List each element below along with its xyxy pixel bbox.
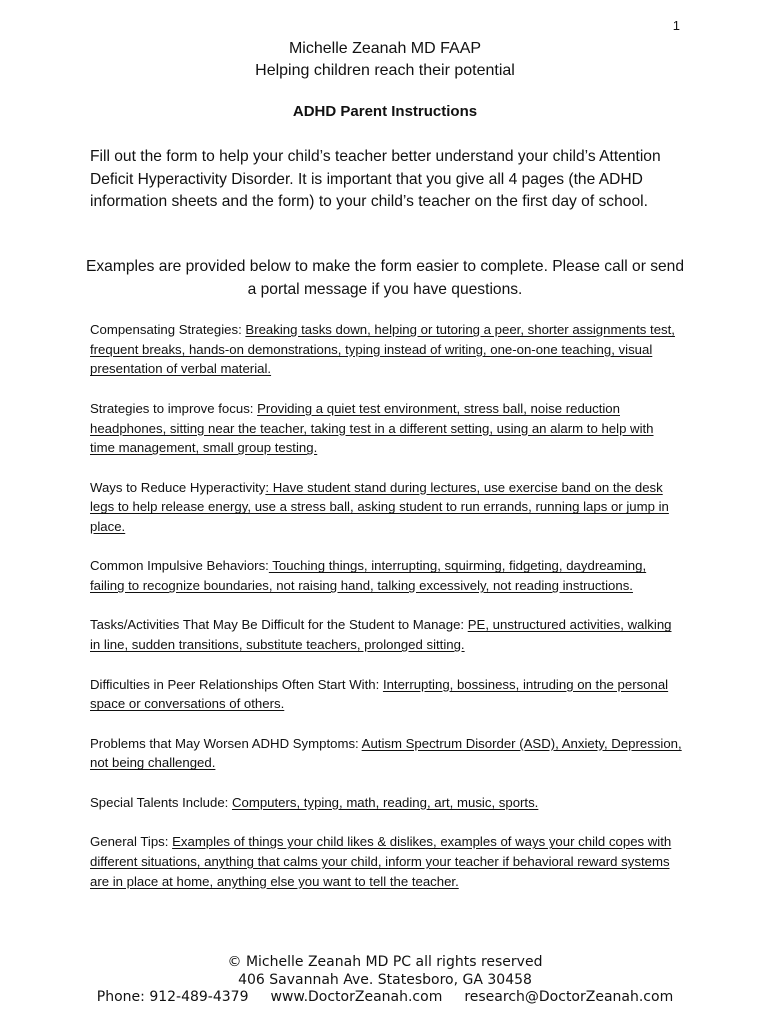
examples-note: Examples are provided below to make the form easier to complete. Please call or send a portal message if you have questions. — [85, 258, 685, 298]
field-label: Difficulties in Peer Relationships Often Start With: — [90, 676, 383, 692]
field-value: Autism Spectrum Disorder (ASD), Anxiety, Depression, not being challenged. — [90, 735, 682, 771]
field-special-talents — [90, 793, 682, 813]
page-footer — [0, 954, 770, 1007]
field-label: Tasks/Activities That May Be Difficult for the Student to Manage: — [90, 617, 468, 633]
doctor-name: Michelle Zeanah MD FAAP — [288, 40, 482, 57]
field-impulsive-behaviors — [90, 556, 682, 595]
field-difficult-tasks — [90, 615, 682, 654]
field-reduce-hyperactivity — [90, 478, 682, 537]
field-value: Computers, typing, math, reading, art, music, sports. — [231, 794, 539, 810]
field-value: : Have student stand during lectures, use exercise band on the desk legs to help release energy, use a stress ball, asking student to run errands, running laps or jump in place. — [90, 479, 669, 534]
field-label: General Tips: — [90, 834, 173, 850]
field-label: Special Talents Include: — [90, 794, 232, 810]
form-fields — [90, 320, 682, 911]
letterhead — [0, 38, 770, 82]
field-value: Examples of things your child likes & dislikes, examples of ways your child copes with different situations, anything that calms your child, inform your teacher if behavioral reward systems are in place at home, anything else you want to tell the teacher. — [90, 834, 672, 889]
copyright-notice: © Michelle Zeanah MD PC all rights reserved — [227, 954, 543, 970]
email-link[interactable]: research@DoctorZeanah.com — [464, 989, 674, 1005]
field-label: Strategies to improve focus: — [90, 400, 258, 416]
field-value: PE, unstructured activities, walking in line, sudden transitions, substitute teachers, prolonged sitting. — [90, 617, 672, 653]
document-title: ADHD Parent Instructions — [292, 103, 478, 120]
website-link[interactable]: www.DoctorZeanah.com — [270, 989, 443, 1005]
field-label: Problems that May Worsen ADHD Symptoms: — [90, 735, 362, 751]
intro-paragraph: Fill out the form to help your child’s teacher better understand your child’s Attention Deficit Hyperactivity Disorder. It is important that you give all 4 pages (the ADHD information sheets and the form) to your child’s teacher on the first day of school. — [90, 148, 661, 210]
field-label: Ways to Reduce Hyperactivity — [90, 479, 266, 495]
practice-address: 406 Savannah Ave. Statesboro, GA 30458 — [238, 971, 532, 988]
field-label: Compensating Strategies: — [90, 322, 246, 337]
field-value: Interrupting, bossiness, intruding on the personal space or conversations of others. — [90, 676, 669, 712]
phone-number: Phone: 912-489-4379 — [96, 989, 249, 1005]
field-improve-focus — [90, 399, 682, 458]
field-compensating-strategies — [90, 320, 682, 379]
field-value: Touching things, interrupting, squirming, fidgeting, daydreaming, failing to recognize boundaries, not raising hand, talking excessively, not reading instructions. — [90, 558, 647, 594]
field-peer-relationships — [90, 675, 682, 714]
field-label: Common Impulsive Behaviors: — [90, 558, 269, 574]
field-value: Providing a quiet test environment, stress ball, noise reduction headphones, sitting near the teacher, taking test in a different setting, using an alarm to help with time management, small group testing. — [90, 400, 654, 456]
field-general-tips — [90, 832, 682, 891]
contact-line — [0, 989, 770, 1007]
practice-tagline: Helping children reach their potential — [255, 62, 515, 79]
field-value: Breaking tasks down, helping or tutoring a peer, shorter assignments test, frequent breaks, hands-on demonstrations, typing instead of writing, one-on-one teaching, visual presentation of verbal material. — [90, 322, 675, 377]
page-number: 1 — [672, 18, 680, 33]
field-worsen-symptoms — [90, 734, 682, 773]
